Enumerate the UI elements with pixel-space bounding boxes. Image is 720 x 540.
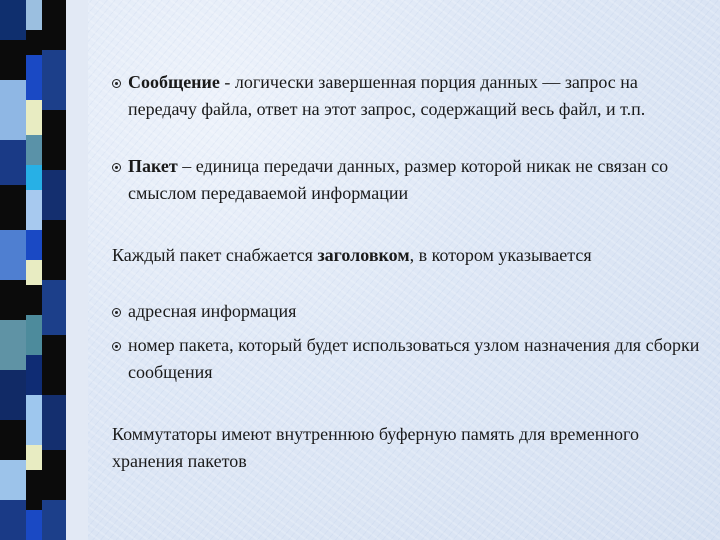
stripe-block	[42, 335, 66, 395]
stripe-block	[26, 315, 42, 355]
stripe-block	[26, 55, 42, 100]
stripe-block	[0, 185, 26, 230]
list-item	[112, 298, 708, 325]
stripe-block	[26, 135, 42, 165]
stripe-block	[0, 80, 26, 140]
term-bold: Сообщение	[128, 72, 220, 92]
list-item	[112, 332, 708, 386]
stripe-block	[42, 170, 66, 220]
stripe-block	[26, 30, 42, 55]
stripe-block	[26, 445, 42, 470]
decorative-stripe	[0, 0, 88, 540]
stripe-block	[0, 370, 26, 420]
stripe-block	[26, 230, 42, 260]
stripe-block	[26, 0, 42, 30]
paragraph-text-start: Каждый пакет снабжается	[112, 245, 318, 265]
stripe-block	[42, 220, 66, 280]
stripe-block	[26, 510, 42, 540]
term-bold: Пакет	[128, 156, 178, 176]
list-item	[112, 153, 708, 207]
paragraph-text-end: , в котором указывается	[409, 245, 592, 265]
bullet-icon	[112, 342, 121, 351]
definition-text: – единица передачи данных, размер которой никак не связан со смыслом передаваемой информации	[128, 156, 669, 203]
stripe-block	[26, 395, 42, 445]
stripe-block	[42, 0, 66, 50]
paragraph-bold-term: заголовком	[317, 245, 410, 265]
definition-text: - логически завершенная порция данных — запрос на передачу файла, ответ на этот запрос, содержащий весь файл, и т.п.	[128, 72, 646, 119]
list-item	[112, 69, 708, 123]
stripe-block	[42, 110, 66, 170]
stripe-block	[0, 40, 26, 80]
stripe-block	[0, 420, 26, 460]
stripe-block	[42, 395, 66, 450]
stripe-block	[0, 230, 26, 280]
stripe-block	[42, 280, 66, 335]
stripe-block	[26, 190, 42, 230]
list-item-text: номер пакета, который будет использоваться узлом назначения для сборки сообщения	[128, 335, 700, 382]
stripe-block	[26, 260, 42, 285]
bullet-icon	[112, 79, 121, 88]
stripe-block	[0, 280, 26, 320]
bullet-icon	[112, 308, 121, 317]
paragraph	[112, 242, 708, 269]
bullet-icon	[112, 163, 121, 172]
stripe-block	[42, 500, 66, 540]
stripe-block	[26, 355, 42, 395]
stripe-block	[26, 100, 42, 135]
stripe-block	[0, 140, 26, 185]
stripe-block	[0, 0, 26, 40]
stripe-block	[0, 460, 26, 500]
stripe-block	[0, 500, 26, 540]
stripe-block	[42, 50, 66, 110]
list-item-text: адресная информация	[128, 301, 297, 321]
stripe-block	[26, 285, 42, 315]
stripe-block	[42, 450, 66, 500]
paragraph: Коммутаторы имеют внутреннюю буферную память для временного хранения пакетов	[112, 424, 639, 471]
stripe-block	[0, 320, 26, 370]
stripe-block	[26, 165, 42, 190]
stripe-block	[26, 470, 42, 510]
